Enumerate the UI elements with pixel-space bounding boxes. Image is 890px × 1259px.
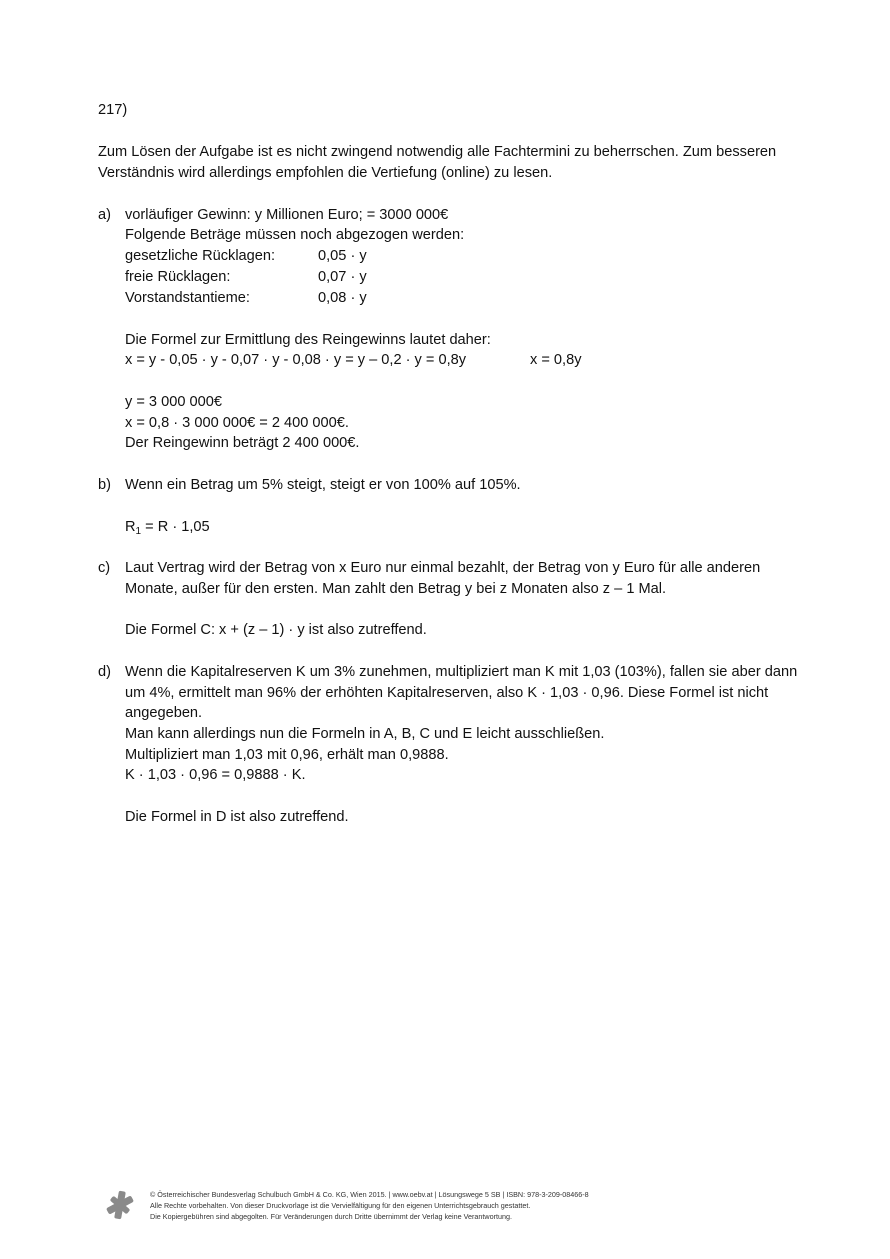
task-d-line-5: Multipliziert man 1,03 mit 0,96, erhält man 0,9888.: [125, 747, 449, 763]
task-d-line-3: angegeben.: [125, 705, 203, 721]
task-a-label: a): [98, 207, 111, 223]
task-d-line-2: um 4%, ermittelt man 96% der erhöhten Kapitalreserven, also K · 1,03 · 0,96. Diese Formel ist nicht: [125, 685, 769, 701]
footer-line: Alle Rechte vorbehalten. Von dieser Druckvorlage ist die Vervielfältigung für den eigenen Unterrichtsgebrauch gestattet.: [150, 1201, 531, 1210]
task-a-line-1: vorläufiger Gewinn: y Millionen Euro; = 3000 000€: [125, 207, 449, 223]
task-a-calc-3: Der Reingewinn beträgt 2 400 000€.: [125, 435, 360, 451]
task-d-line-4: Man kann allerdings nun die Formeln in A, B, C und E leicht ausschließen.: [125, 726, 605, 742]
task-d-conclusion: Die Formel in D ist also zutreffend.: [125, 809, 349, 825]
task-a-calc-2: x = 0,8 · 3 000 000€ = 2 400 000€.: [125, 415, 349, 431]
intro-line-2: Verständnis wird allerdings empfohlen die Vertiefung (online) zu lesen.: [98, 165, 553, 181]
task-c-line-2: Monate, außer für den ersten. Man zahlt den Betrag y bei z Monaten also z – 1 Mal.: [125, 581, 667, 597]
task-a-formula: x = y - 0,05 · y - 0,07 · y - 0,08 · y = y – 0,2 · y = 0,8y: [125, 352, 467, 368]
task-d-label: d): [98, 664, 111, 680]
task-b-formula-rest: = R · 1,05: [141, 519, 210, 535]
footer-copyright: [150, 1189, 589, 1222]
task-a-line-2: Folgende Beträge müssen noch abgezogen werden:: [125, 227, 465, 243]
task-a-row-value: 0,05 · y: [318, 248, 367, 264]
task-c-line-1: Laut Vertrag wird der Betrag von x Euro nur einmal bezahlt, der Betrag von y Euro für alle anderen: [125, 560, 761, 576]
task-b-label: b): [98, 477, 111, 493]
task-c-label: c): [98, 560, 111, 576]
task-d-line-1: Wenn die Kapitalreserven K um 3% zunehmen, multipliziert man K mit 1,03 (103%), fallen sie aber dann: [125, 664, 798, 680]
task-a-row-name: freie Rücklagen:: [125, 269, 231, 285]
task-a-row-value: 0,07 · y: [318, 269, 367, 285]
task-d-line-6: K · 1,03 · 0,96 = 0,9888 · K.: [125, 767, 306, 783]
task-a-row-value: 0,08 · y: [318, 290, 367, 306]
task-b-formula: [125, 518, 210, 541]
footer-line: © Österreichischer Bundesverlag Schulbuch GmbH & Co. KG, Wien 2015. | www.oebv.at | Lösungswege 5 SB | ISBN: 978-3-209-08466-8: [150, 1190, 589, 1199]
task-a-row-name: Vorstandstantieme:: [125, 290, 250, 306]
task-a-calc-1: y = 3 000 000€: [125, 394, 222, 410]
task-a-formula-result: x = 0,8y: [530, 352, 582, 368]
task-a-formula-intro: Die Formel zur Ermittlung des Reingewinns lautet daher:: [125, 332, 491, 348]
task-b-formula-r: R: [125, 519, 136, 535]
oebv-logo-icon: [104, 1189, 136, 1221]
task-b-text: Wenn ein Betrag um 5% steigt, steigt er von 100% auf 105%.: [125, 477, 521, 493]
footer-line: Die Kopiergebühren sind abgegolten. Für Veränderungen durch Dritte übernimmt der Verlag keine Verantwortung.: [150, 1212, 512, 1221]
intro-line-1: Zum Lösen der Aufgabe ist es nicht zwingend notwendig alle Fachtermini zu beherrschen. Zum besseren: [98, 144, 777, 160]
task-a-row-name: gesetzliche Rücklagen:: [125, 248, 276, 264]
page-number: 217): [98, 102, 128, 118]
task-b-formula-subscript: 1: [135, 526, 142, 537]
task-c-conclusion: Die Formel C: x + (z – 1) · y ist also zutreffend.: [125, 622, 427, 638]
